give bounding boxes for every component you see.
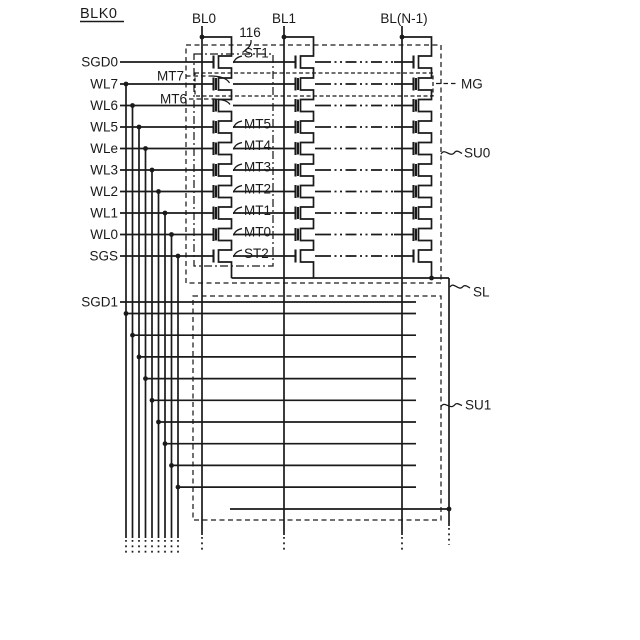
label-sgd0: SGD0 <box>81 54 118 70</box>
label-mt7: MT7 <box>157 68 184 84</box>
label-mt5: MT5 <box>244 116 271 132</box>
label-su1: SU1 <box>465 397 492 413</box>
label-wl2: WL2 <box>90 184 118 199</box>
circuit-geometry <box>80 22 470 554</box>
label-wl1: WL1 <box>90 205 118 221</box>
label-st1: ST1 <box>244 45 269 61</box>
string-ref-label: 116 <box>239 25 261 40</box>
mt7-leader <box>212 76 230 83</box>
source-junction-dot <box>429 276 434 281</box>
bitline-label-bl1: BL1 <box>271 11 297 26</box>
block-title: BLK0 <box>80 6 118 22</box>
label-mt3: MT3 <box>244 159 271 175</box>
label-su0: SU0 <box>464 145 491 161</box>
label-mg: MG <box>461 76 483 92</box>
label-mt2: MT2 <box>244 181 271 197</box>
label-wl6: WL6 <box>90 98 118 113</box>
label-sl: SL <box>473 284 490 300</box>
label-mt6: MT6 <box>160 91 187 107</box>
label-mt1: MT1 <box>244 203 271 218</box>
label-wl7: WL7 <box>90 76 118 92</box>
source-junction-dot <box>447 507 452 512</box>
label-wle: WLe <box>90 141 118 156</box>
label-wl3: WL3 <box>90 162 118 178</box>
label-sgd1: SGD1 <box>81 294 118 310</box>
su1-leader <box>441 404 462 407</box>
bitline-label-bl0: BL0 <box>191 11 217 26</box>
label-mt0: MT0 <box>244 224 271 240</box>
label-mt4: MT4 <box>244 138 271 153</box>
label-st2: ST2 <box>244 246 269 261</box>
label-sgs: SGS <box>89 248 118 264</box>
bitline-label-bln1: BL(N-1) <box>380 11 428 26</box>
label-wl0: WL0 <box>90 227 118 242</box>
sl-leader <box>450 285 470 288</box>
su0-leader <box>441 151 462 154</box>
label-wl5: WL5 <box>90 119 118 135</box>
